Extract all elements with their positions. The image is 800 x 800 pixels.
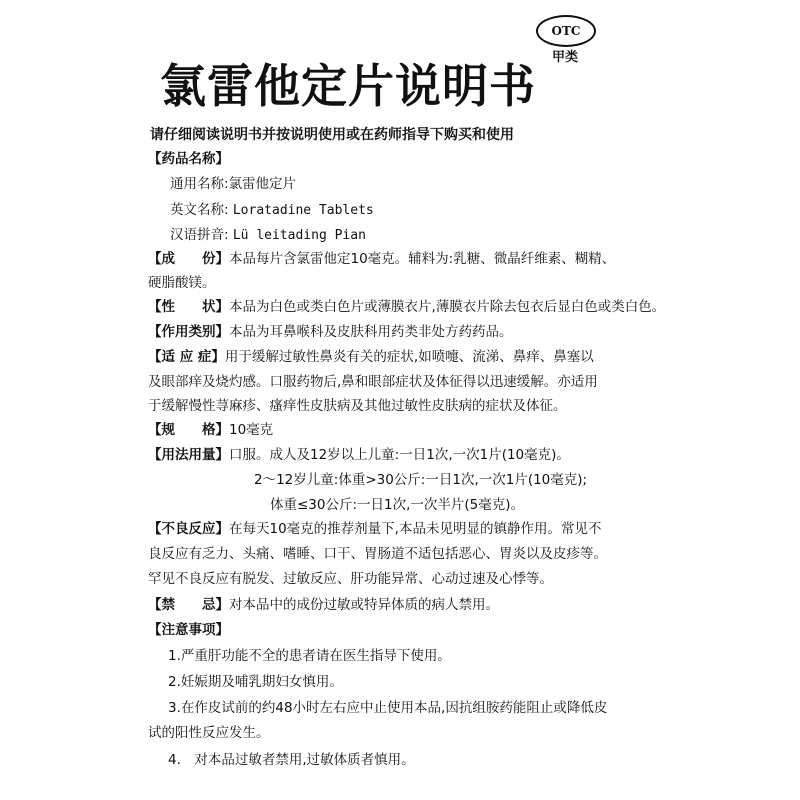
indications-label: 【适 应 症】 xyxy=(148,349,225,365)
page-subtitle: 请仔细阅读说明书并按说明使用或在药师指导下购买和使用 xyxy=(150,127,514,143)
dosage-text: 口服。成人及12岁以上儿童:一日1次,一次1片(10毫克)。 xyxy=(229,447,570,463)
adverse-line2: 良反应有乏力、头痛、嗜睡、口干、胃肠道不适包括恶心、胃炎以及皮疹等。 xyxy=(148,546,607,562)
contraindications-row xyxy=(148,596,668,614)
precaution-item-3: 3.在作皮试前的约48小时左右应中止使用本品,因抗组胺药能阻止或降低皮 xyxy=(168,700,608,716)
contraindications-label: 【禁 忌】 xyxy=(148,597,229,613)
otc-badge xyxy=(536,15,596,47)
pinyin-name-label: 汉语拼音: xyxy=(170,227,229,243)
precaution-item-1: 1.严重肝功能不全的患者请在医生指导下使用。 xyxy=(168,648,451,664)
indications-text: 用于缓解过敏性鼻炎有关的症状,如喷嚏、流涕、鼻痒、鼻塞以 xyxy=(224,349,594,365)
adverse-row xyxy=(148,520,668,538)
indications-row xyxy=(148,348,668,366)
contraindications-text: 对本品中的成份过敏或特异体质的病人禁用。 xyxy=(229,597,499,613)
precautions-header: 【注意事项】 xyxy=(148,622,229,638)
dosage-row xyxy=(148,446,668,464)
generic-name-label: 通用名称: xyxy=(170,176,229,192)
adverse-text: 在每天10毫克的推荐剂量下,本品未见明显的镇静作用。常见不 xyxy=(229,521,602,537)
composition-label: 【成 份】 xyxy=(148,251,229,267)
composition-row xyxy=(148,250,668,268)
pinyin-name-value: Lü leitading Pian xyxy=(232,228,366,243)
adverse-label: 【不良反应】 xyxy=(148,521,229,537)
composition-line2: 硬脂酸镁。 xyxy=(148,275,216,291)
english-name-row xyxy=(170,201,690,220)
category-text: 本品为耳鼻喉科及皮肤科用药类非处方药药品。 xyxy=(229,324,513,340)
category-label: 【作用类别】 xyxy=(148,324,229,340)
generic-name-value: 氯雷他定片 xyxy=(228,176,297,192)
dosage-line3: 体重≤30公斤:一日1次,一次半片(5毫克)。 xyxy=(270,497,525,513)
precaution-item-4: 4. 对本品过敏者禁用,过敏体质者慎用。 xyxy=(168,752,415,768)
precaution-item-3-cont: 试的阳性反应发生。 xyxy=(148,725,270,741)
description-text: 本品为白色或类白色片或薄膜衣片,薄膜衣片除去包衣后显白色或类白色。 xyxy=(229,299,666,315)
dosage-line2: 2～12岁儿童:体重>30公斤:一日1次,一次1片(10毫克); xyxy=(254,472,588,488)
specification-row xyxy=(148,421,668,439)
english-name-label: 英文名称: xyxy=(170,202,229,218)
indications-line3: 于缓解慢性荨麻疹、瘙痒性皮肤病及其他过敏性皮肤病的症状及体征。 xyxy=(148,398,567,414)
description-row xyxy=(148,298,668,316)
dosage-label: 【用法用量】 xyxy=(148,447,229,463)
precaution-item-2: 2.妊娠期及哺乳期妇女慎用。 xyxy=(168,674,343,690)
otc-badge-text: OTC xyxy=(551,24,581,38)
composition-text: 本品每片含氯雷他定10毫克。辅料为:乳糖、微晶纤维素、糊精、 xyxy=(229,251,616,267)
category-row xyxy=(148,323,668,341)
english-name-value: Loratadine Tablets xyxy=(232,203,374,218)
page-title: 氯雷他定片说明书 xyxy=(160,59,536,113)
otc-class-label: 甲类 xyxy=(552,50,579,65)
description-label: 【性 状】 xyxy=(148,299,229,315)
adverse-line3: 罕见不良反应有脱发、过敏反应、肝功能异常、心动过速及心悸等。 xyxy=(148,571,553,587)
drug-name-header: 【药品名称】 xyxy=(148,151,229,167)
specification-text: 10毫克 xyxy=(229,422,274,438)
generic-name-row xyxy=(170,175,690,193)
pinyin-name-row xyxy=(170,226,690,245)
indications-line2: 及眼部痒及烧灼感。口服药物后,鼻和眼部症状及体征得以迅速缓解。亦适用 xyxy=(148,374,598,390)
specification-label: 【规 格】 xyxy=(148,422,229,438)
